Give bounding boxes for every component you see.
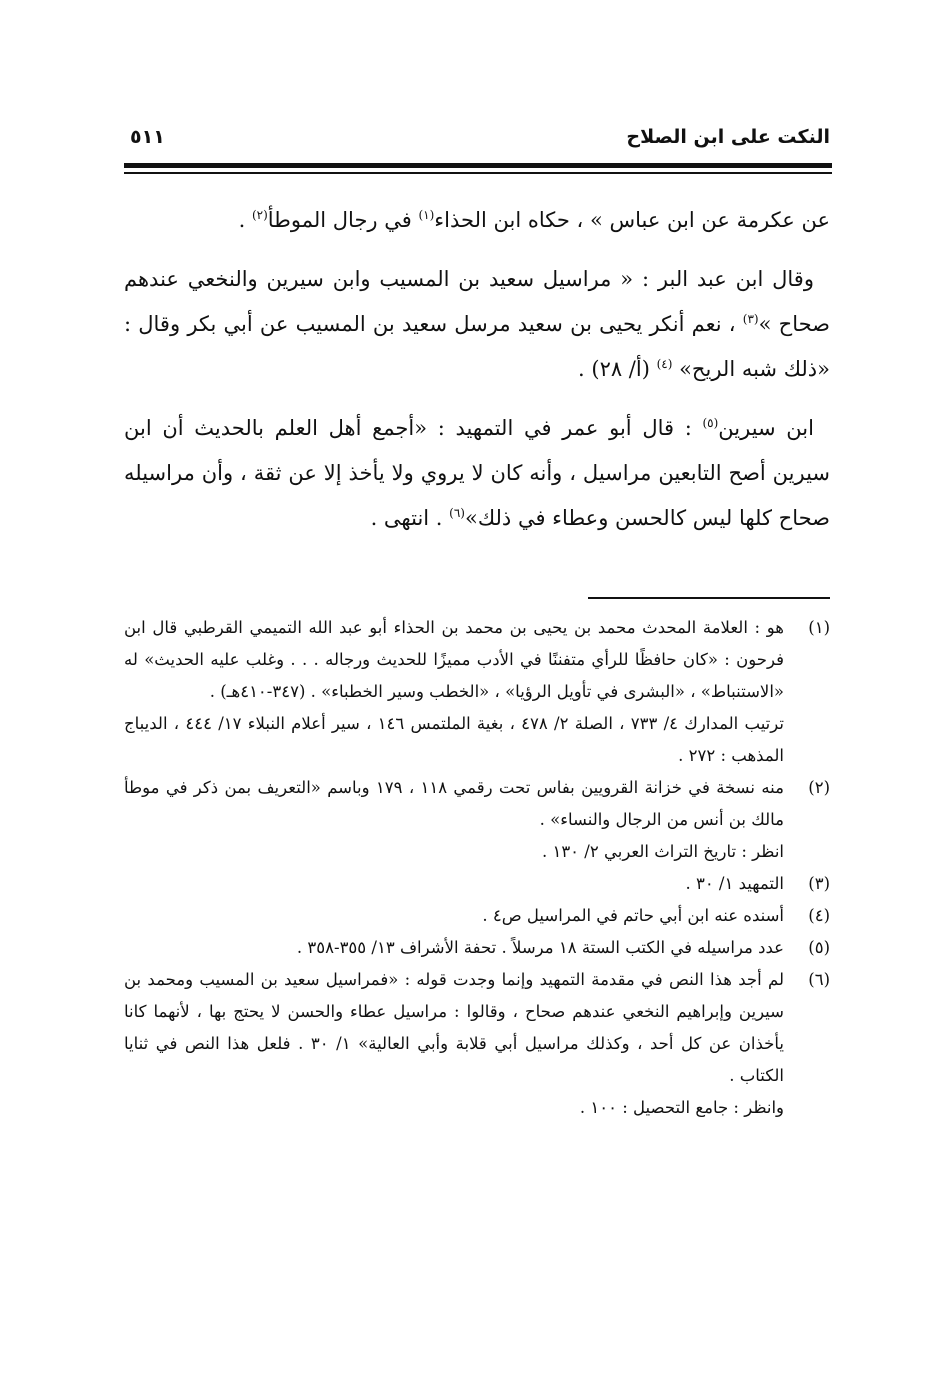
footnote-6 (124, 964, 830, 1124)
footnote-text: هو : العلامة المحدث محمد بن يحيى بن محمد بن الحذاء أبو عبد الله التميمي القرطبي قال ابن فرحون : «كان حافظًا للرأي متفننًا في الأدب مميزًا للحديث ورجاله . . . وغلب عليه الحديث» له «الاستنباط» ، «البشرى في تأويل الرؤيا» ، «الخطب وسير الخطباء» . (٣٤٧-٤١٠هـ) . (124, 618, 784, 701)
paragraph-text: ابن سيرين (718, 416, 814, 440)
footnote-text: منه نسخة في خزانة القرويين بفاس تحت رقمي ١١٨ ، ١٧٩ وباسم «التعريف بمن ذكر في موطأ مالك بن أنس من الرجال والنساء» . (124, 778, 784, 829)
paragraph-text: . (238, 208, 252, 232)
page-number: ٥١١ (130, 126, 165, 148)
footnote-text: انظر : تاريخ التراث العربي ٢/ ١٣٠ . (541, 842, 784, 861)
paragraph-text: . انتهى . (370, 506, 450, 530)
main-text (124, 198, 830, 555)
footnote-ref: (٣) (742, 312, 759, 326)
footnote-number: (٤) (808, 906, 830, 925)
footnote-number: (٦) (808, 970, 830, 989)
footnote-text: وانظر : جامع التحصيل : ١٠٠ . (579, 1098, 784, 1117)
footnote-text: التمهيد ١/ ٣٠ . (685, 874, 784, 893)
footnote-3 (124, 868, 830, 900)
paragraph-text: عن عكرمة عن ابن عباس » ، حكاه ابن الحذاء (434, 208, 830, 232)
paragraph-text: ، نعم أنكر يحيى بن سعيد مرسل سعيد بن المسيب عن أبي بكر وقال : «ذلك شبه الريح» (124, 312, 830, 381)
paragraph-text: في رجال الموطأ (267, 208, 419, 232)
footnote-4 (124, 900, 830, 932)
footnote-2 (124, 772, 830, 868)
footnote-number: (٣) (808, 874, 830, 893)
footnote-ref: (٤) (656, 357, 673, 371)
paragraph-text: وقال ابن عبد البر : « مراسيل سعيد بن المسيب وابن سيرين والنخعي عندهم صحاح » (124, 267, 830, 336)
footnote-ref: (٦) (449, 506, 465, 520)
paragraph-2 (124, 257, 830, 392)
paragraph-text: : قال أبو عمر في التمهيد : «أجمع أهل العلم بالحديث أن ابن سيرين أصح التابعين مراسيل ، وأنه كان لا يروي ولا يأخذ إلا عن ثقة ، وأن مراسيله صحاح كلها ليس كالحسن وعطاء في ذلك» (124, 416, 830, 530)
paragraph-3 (124, 406, 830, 541)
footnote-5 (124, 932, 830, 964)
running-title: النكت على ابن الصلاح (626, 126, 830, 148)
footnote-number: (٥) (808, 938, 830, 957)
footnote-text: ترتيب المدارك ٤/ ٧٣٣ ، الصلة ٢/ ٤٧٨ ، بغية الملتمس ١٤٦ ، سير أعلام النبلاء ١٧/ ٤٤٤ ، الديباج المذهب : ٢٧٢ . (124, 714, 784, 765)
footnote-1 (124, 612, 830, 772)
footnote-ref: (٥) (702, 416, 719, 430)
paragraph-1 (124, 198, 830, 243)
footnote-ref: (٢) (251, 208, 268, 222)
header-rule-thick (124, 163, 832, 168)
footnote-text: لم أجد هذا النص في مقدمة التمهيد وإنما وجدت قوله : «فمراسيل سعيد بن المسيب ومحمد بن سيرين وإبراهيم النخعي عندهم صحاح ، وقالوا : مراسيل عطاء والحسن لا يحتج بها ، لأنهما كانا يأخذان عن كل أحد ، وكذلك مراسيل أبي قلابة وأبي العالية» ١/ ٣٠ . فلعل هذا النص في ثنايا الكتاب . (124, 970, 784, 1085)
footnotes (124, 612, 830, 1124)
header-rule-thin (124, 172, 832, 174)
footnote-ref: (١) (418, 208, 435, 222)
footnote-text: أسنده عنه ابن أبي حاتم في المراسيل ص٤ . (482, 906, 784, 925)
paragraph-text: (أ/ ٢٨) . (578, 357, 657, 381)
footnote-number: (١) (808, 618, 830, 637)
footnote-number: (٢) (808, 778, 830, 797)
footnote-separator (588, 597, 830, 599)
running-header (124, 126, 830, 160)
footnote-text: عدد مراسيله في الكتب الستة ١٨ مرسلاً . تحفة الأشراف ١٣/ ٣٥٥-٣٥٨ . (296, 938, 784, 957)
